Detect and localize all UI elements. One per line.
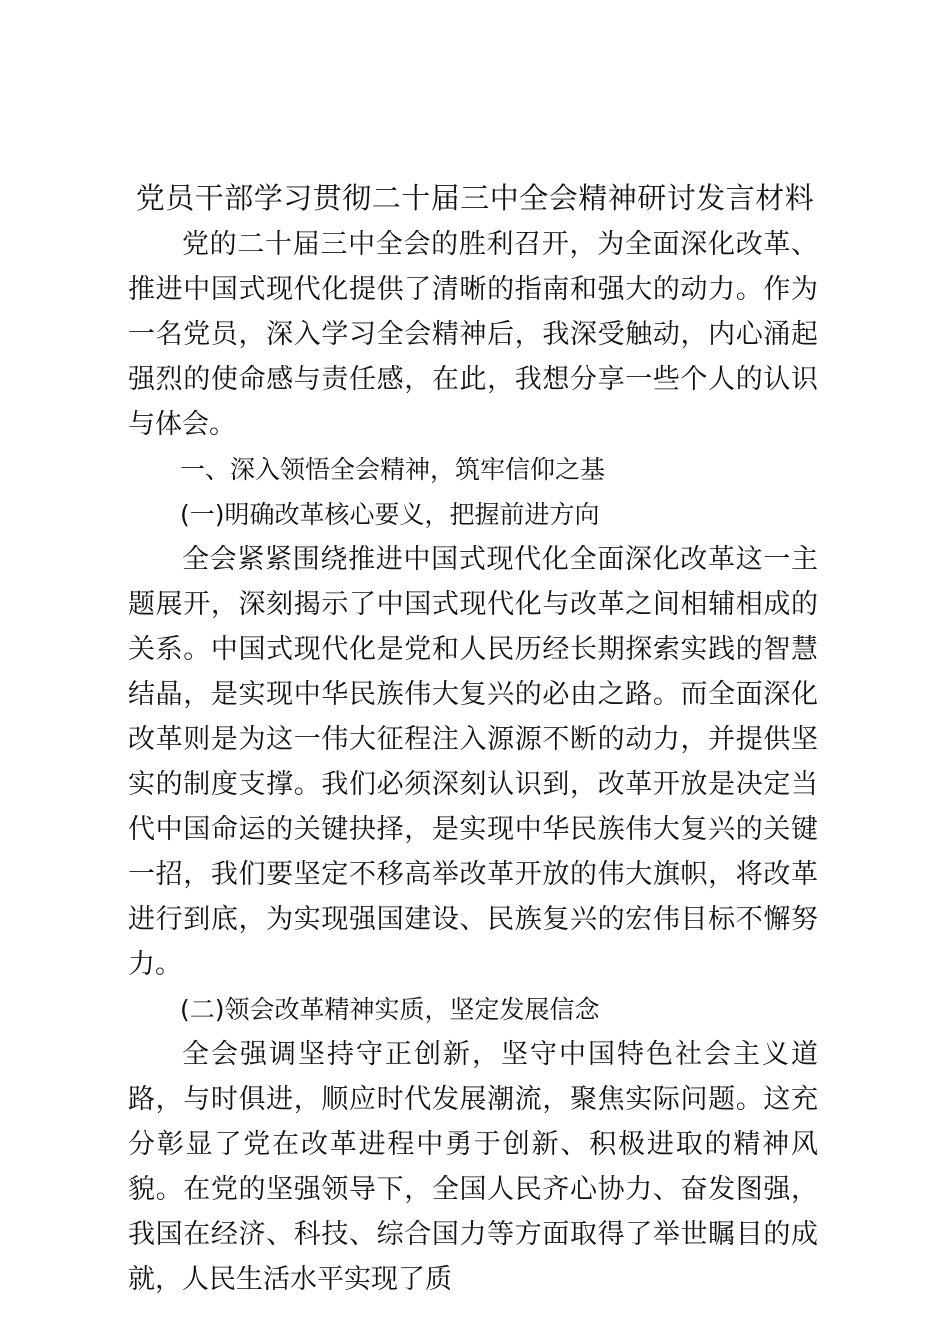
document-title: 党员干部学习贯彻二十届三中全会精神研讨发言材料 bbox=[135, 181, 815, 215]
intro-paragraph: 党的二十届三中全会的胜利召开，为全面深化改革、推进中国式现代化提供了清晰的指南和强大的动力。作为一名党员，深入学习全会精神后，我深受触动，内心涌起强烈的使命感与责任感，在此，我想分享一些个人的认识与体会。 bbox=[128, 229, 818, 440]
body-paragraph-1: 全会紧紧围绕推进中国式现代化全面深化改革这一主题展开，深刻揭示了中国式现代化与改革之间相辅相成的关系。中国式现代化是党和人民历经长期探索实践的智慧结晶，是实现中华民族伟大复兴的必由之路。而全面深化改革则是为这一伟大征程注入源源不断的动力，并提供坚实的制度支撑。我们必须深刻认识到，改革开放是决定当代中国命运的关键抉择，是实现中华民族伟大复兴的关键一招，我们要坚定不移高举改革开放的伟大旗帜，将改革进行到底，为实现强国建设、民族复兴的宏伟目标不懈努力。 bbox=[128, 544, 818, 980]
document-body bbox=[128, 222, 818, 1302]
body-paragraph-2: 全会强调坚持守正创新，坚守中国特色社会主义道路，与时俱进，顺应时代发展潮流，聚焦实际问题。这充分彰显了党在改革进程中勇于创新、积极进取的精神风貌。在党的坚强领导下，全国人民齐心协力、奋发图强，我国在经济、科技、综合国力等方面取得了举世瞩目的成就，人民生活水平实现了质 bbox=[128, 1039, 818, 1295]
subsection-heading-1: (一)明确改革核心要义，把握前进方向 bbox=[180, 500, 600, 529]
section-heading-1: 一、深入领悟全会精神，筑牢信仰之基 bbox=[180, 455, 606, 484]
subsection-heading-2: (二)领会改革精神实质，坚定发展信念 bbox=[180, 995, 600, 1024]
